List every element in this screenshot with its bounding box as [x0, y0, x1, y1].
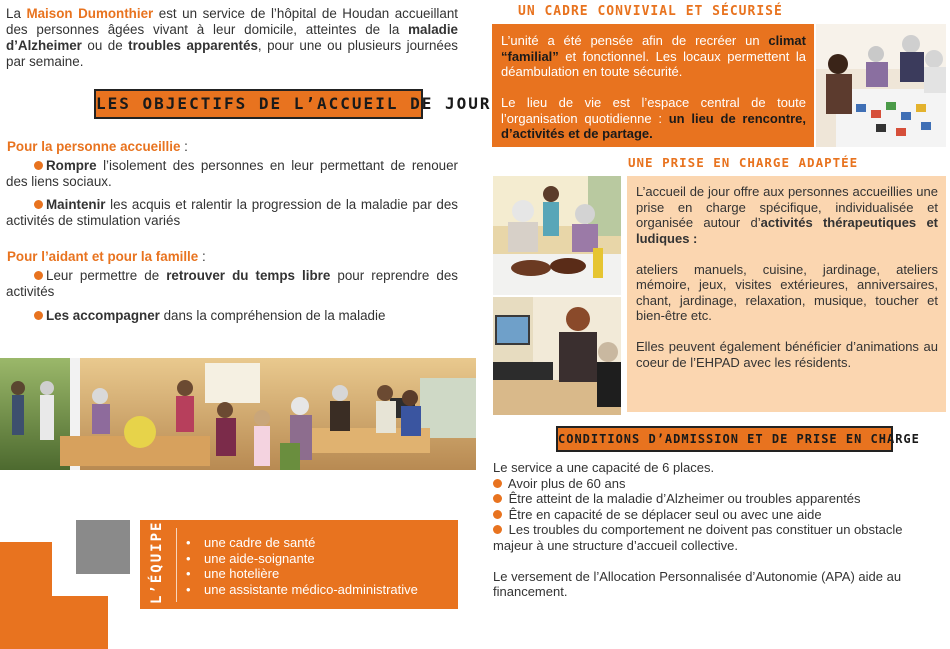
bullet-icon: [34, 161, 43, 170]
prise-paragraph-3: Elles peuvent également bénéficier d’animations au coeur de l’EHPAD avec les résidents.: [636, 339, 938, 370]
prise-heading: UNE PRISE EN CHARGE ADAPTÉE: [628, 155, 859, 170]
person-heading: Pour la personne accueillie :: [7, 139, 188, 154]
bullet-icon: [34, 311, 43, 320]
apa-text: Le versement de l’Allocation Personnalisée d’Autonomie (APA) aide au financement.: [493, 568, 902, 600]
conditions-banner: [556, 426, 920, 452]
birthday-photo: [493, 176, 621, 295]
condition-item: Être en capacité de se déplacer seul ou avec une aide: [493, 507, 945, 523]
team-list: [186, 535, 418, 597]
condition-item: Être atteint de la maladie d’Alzheimer ou troubles apparentés: [493, 491, 945, 507]
condition-item: Avoir plus de 60 ans: [493, 476, 945, 492]
conditions-title: CONDITIONS D’ADMISSION ET DE PRISE EN CHARGE: [558, 432, 920, 446]
prise-box: [627, 176, 946, 412]
prise-paragraph-1: L’accueil de jour offre aux personnes accueillies une prise en charge spécifique, individualisée et organisée autour d’activités thérapeutiques et ludiques :: [636, 184, 938, 246]
cadre-heading: UN CADRE CONVIVIAL ET SÉCURISÉ: [518, 4, 783, 19]
memory-game-photo: [816, 24, 946, 147]
conditions-text: [493, 460, 945, 600]
objectives-title: LES OBJECTIFS DE L’ACCUEIL DE JOUR: [96, 94, 492, 113]
divider: [176, 528, 177, 602]
decorative-square: [76, 520, 130, 574]
bullet-icon: [493, 479, 502, 488]
bullet-icon: [493, 510, 502, 519]
office-photo: [493, 297, 621, 415]
objectives-banner: [94, 89, 492, 119]
team-member: • une hotelière: [186, 566, 418, 582]
bullet-icon: [493, 525, 502, 534]
bullet-icon: [493, 494, 502, 503]
team-member: • une assistante médico-administrative: [186, 582, 418, 598]
decorative-block: [0, 596, 108, 649]
capacity-text: Le service a une capacité de 6 places.: [493, 460, 715, 475]
service-name: Maison Dumonthier: [26, 6, 154, 21]
person-item-2: Maintenir les acquis et ralentir la progression de la maladie par des activités de stimulation variés: [6, 197, 458, 228]
bullet-icon: [34, 200, 43, 209]
family-heading: Pour l’aidant et pour la famille :: [7, 249, 206, 264]
condition-item: Les troubles du comportement ne doivent pas constituer un obstacle majeur à une structure d’accueil collective.: [493, 522, 903, 553]
prise-paragraph-2: ateliers manuels, cuisine, jardinage, ateliers mémoire, jeux, visites extérieures, anniversaires, chant, jardinage, relaxation, musique, toucher et bien-être etc.: [636, 261, 938, 323]
cadre-paragraph-2: Le lieu de vie est l’espace central de toute l’organisation quotidienne : un lieu de rencontre, d’activités et de partage.: [501, 95, 807, 141]
cadre-paragraph-1: L’unité a été pensée afin de recréer un climat “familial” et fonctionnel. Les locaux permettent la déambulation en toute sécurité.: [501, 33, 806, 79]
person-item-1: Rompre l’isolement des personnes en leur permettant de renouer des liens sociaux.: [6, 158, 458, 189]
intro-paragraph: La Maison Dumonthier est un service de l’hôpital de Houdan accueillant des personnes âgées vivant à leur domicile, atteintes de la maladie d’Alzheimer ou de troubles apparentés, pour une ou plusieurs journées par semaine.: [6, 6, 459, 69]
team-member: • une cadre de santé: [186, 535, 418, 551]
team-member: • une aide-soignante: [186, 551, 418, 567]
cadre-box: [492, 24, 814, 147]
bullet-icon: [34, 271, 43, 280]
family-item-2: Les accompagner dans la compréhension de la maladie: [6, 308, 458, 324]
activity-room-photo: [0, 358, 476, 470]
family-item-1: Leur permettre de retrouver du temps libre pour reprendre des activités: [6, 268, 458, 299]
team-title: L’ÉQUIPE: [149, 520, 165, 604]
